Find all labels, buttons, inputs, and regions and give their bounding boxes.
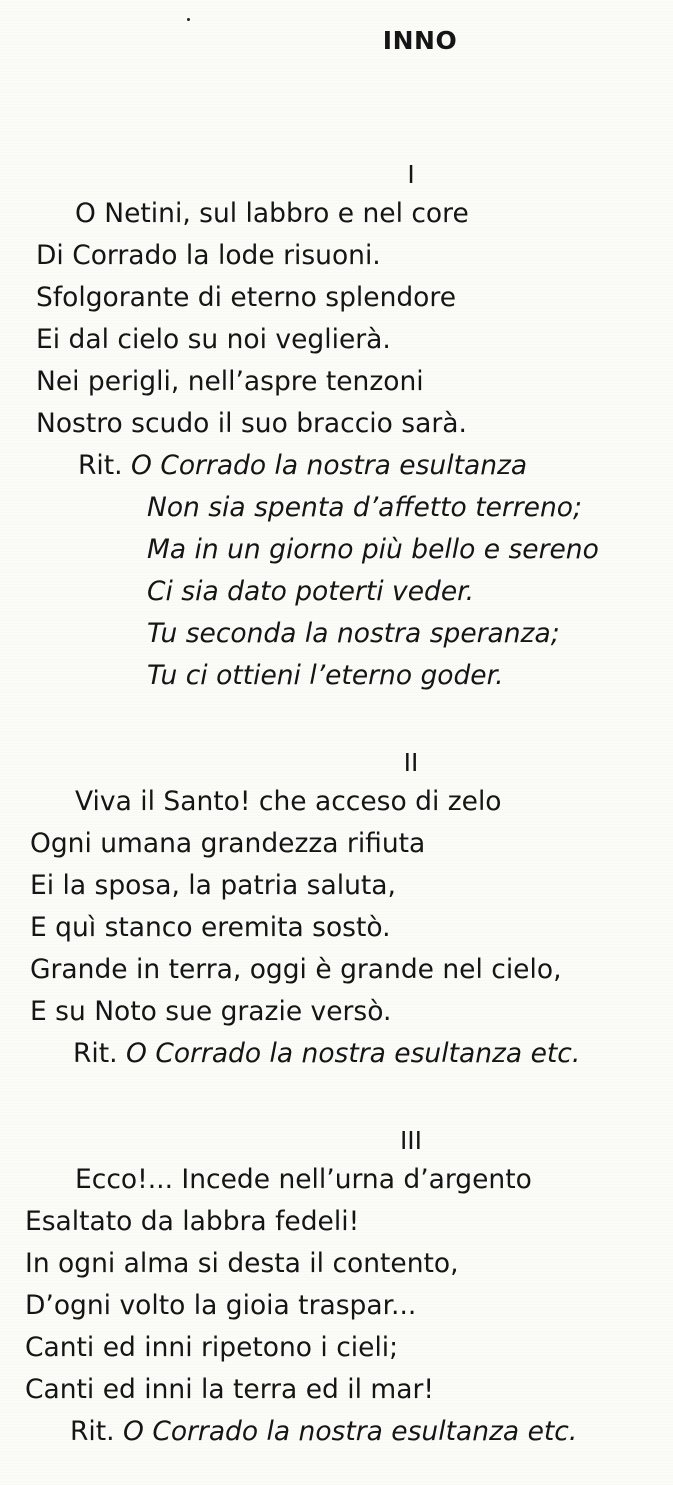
- verse-line: Grande in terra, oggi è grande nel cielo,: [30, 954, 562, 985]
- verse-line: E su Noto sue grazie versò.: [30, 996, 392, 1027]
- refrain-label: Rit.: [78, 450, 123, 481]
- verse-line: D’ogni volto la gioia traspar...: [25, 1290, 417, 1321]
- refrain-label: Rit.: [73, 1038, 118, 1069]
- verse-line: Nostro scudo il suo braccio sarà.: [36, 408, 467, 439]
- verse-line: Ei dal cielo su noi veglierà.: [36, 324, 391, 355]
- verse-line: Canti ed inni ripetono i cieli;: [25, 1332, 399, 1363]
- verse-line: Sfolgorante di eterno splendore: [36, 282, 457, 313]
- verse-line: Ei la sposa, la patria saluta,: [30, 870, 396, 901]
- verse-line: Nei perigli, nell’aspre tenzoni: [36, 366, 424, 397]
- verse-line: Ogni umana grandezza rifiuta: [30, 828, 426, 859]
- verse-line: O Netini, sul labbro e nel core: [75, 198, 469, 229]
- refrain-line: Non sia spenta d’affetto terreno;: [147, 492, 582, 523]
- refrain-line: Tu ci ottieni l’eterno goder.: [147, 660, 504, 691]
- verse-line: In ogni alma si desta il contento,: [25, 1248, 459, 1279]
- stanza-numeral: II: [403, 748, 419, 777]
- stanza-numeral: III: [399, 1126, 423, 1155]
- stanza-numeral: I: [407, 160, 415, 189]
- verse-line: Esaltato da labbra fedeli!: [25, 1206, 360, 1237]
- verse-line: E quì stanco eremita sostò.: [30, 912, 391, 943]
- refrain-line: Ci sia dato poterti veder.: [147, 576, 475, 607]
- refrain-reference: [70, 1412, 577, 1452]
- refrain-text: O Corrado la nostra esultanza: [131, 450, 528, 481]
- refrain-line: Ma in un giorno più bello e sereno: [147, 534, 599, 565]
- refrain-first-line: [78, 446, 527, 486]
- refrain-reference: [73, 1034, 580, 1074]
- verse-line: Canti ed inni la terra ed il mar!: [25, 1374, 434, 1405]
- refrain-line: Tu seconda la nostra speranza;: [147, 618, 560, 649]
- verse-line: Viva il Santo! che acceso di zelo: [75, 786, 502, 817]
- verse-line: Di Corrado la lode risuoni.: [36, 240, 381, 271]
- verse-line: Ecco!... Incede nell’urna d’argento: [75, 1164, 532, 1195]
- refrain-text: O Corrado la nostra esultanza etc.: [126, 1038, 581, 1069]
- refrain-text: O Corrado la nostra esultanza etc.: [123, 1416, 578, 1447]
- refrain-label: Rit.: [70, 1416, 115, 1447]
- speck-mark: [187, 18, 190, 21]
- page-title: INNO: [382, 26, 458, 55]
